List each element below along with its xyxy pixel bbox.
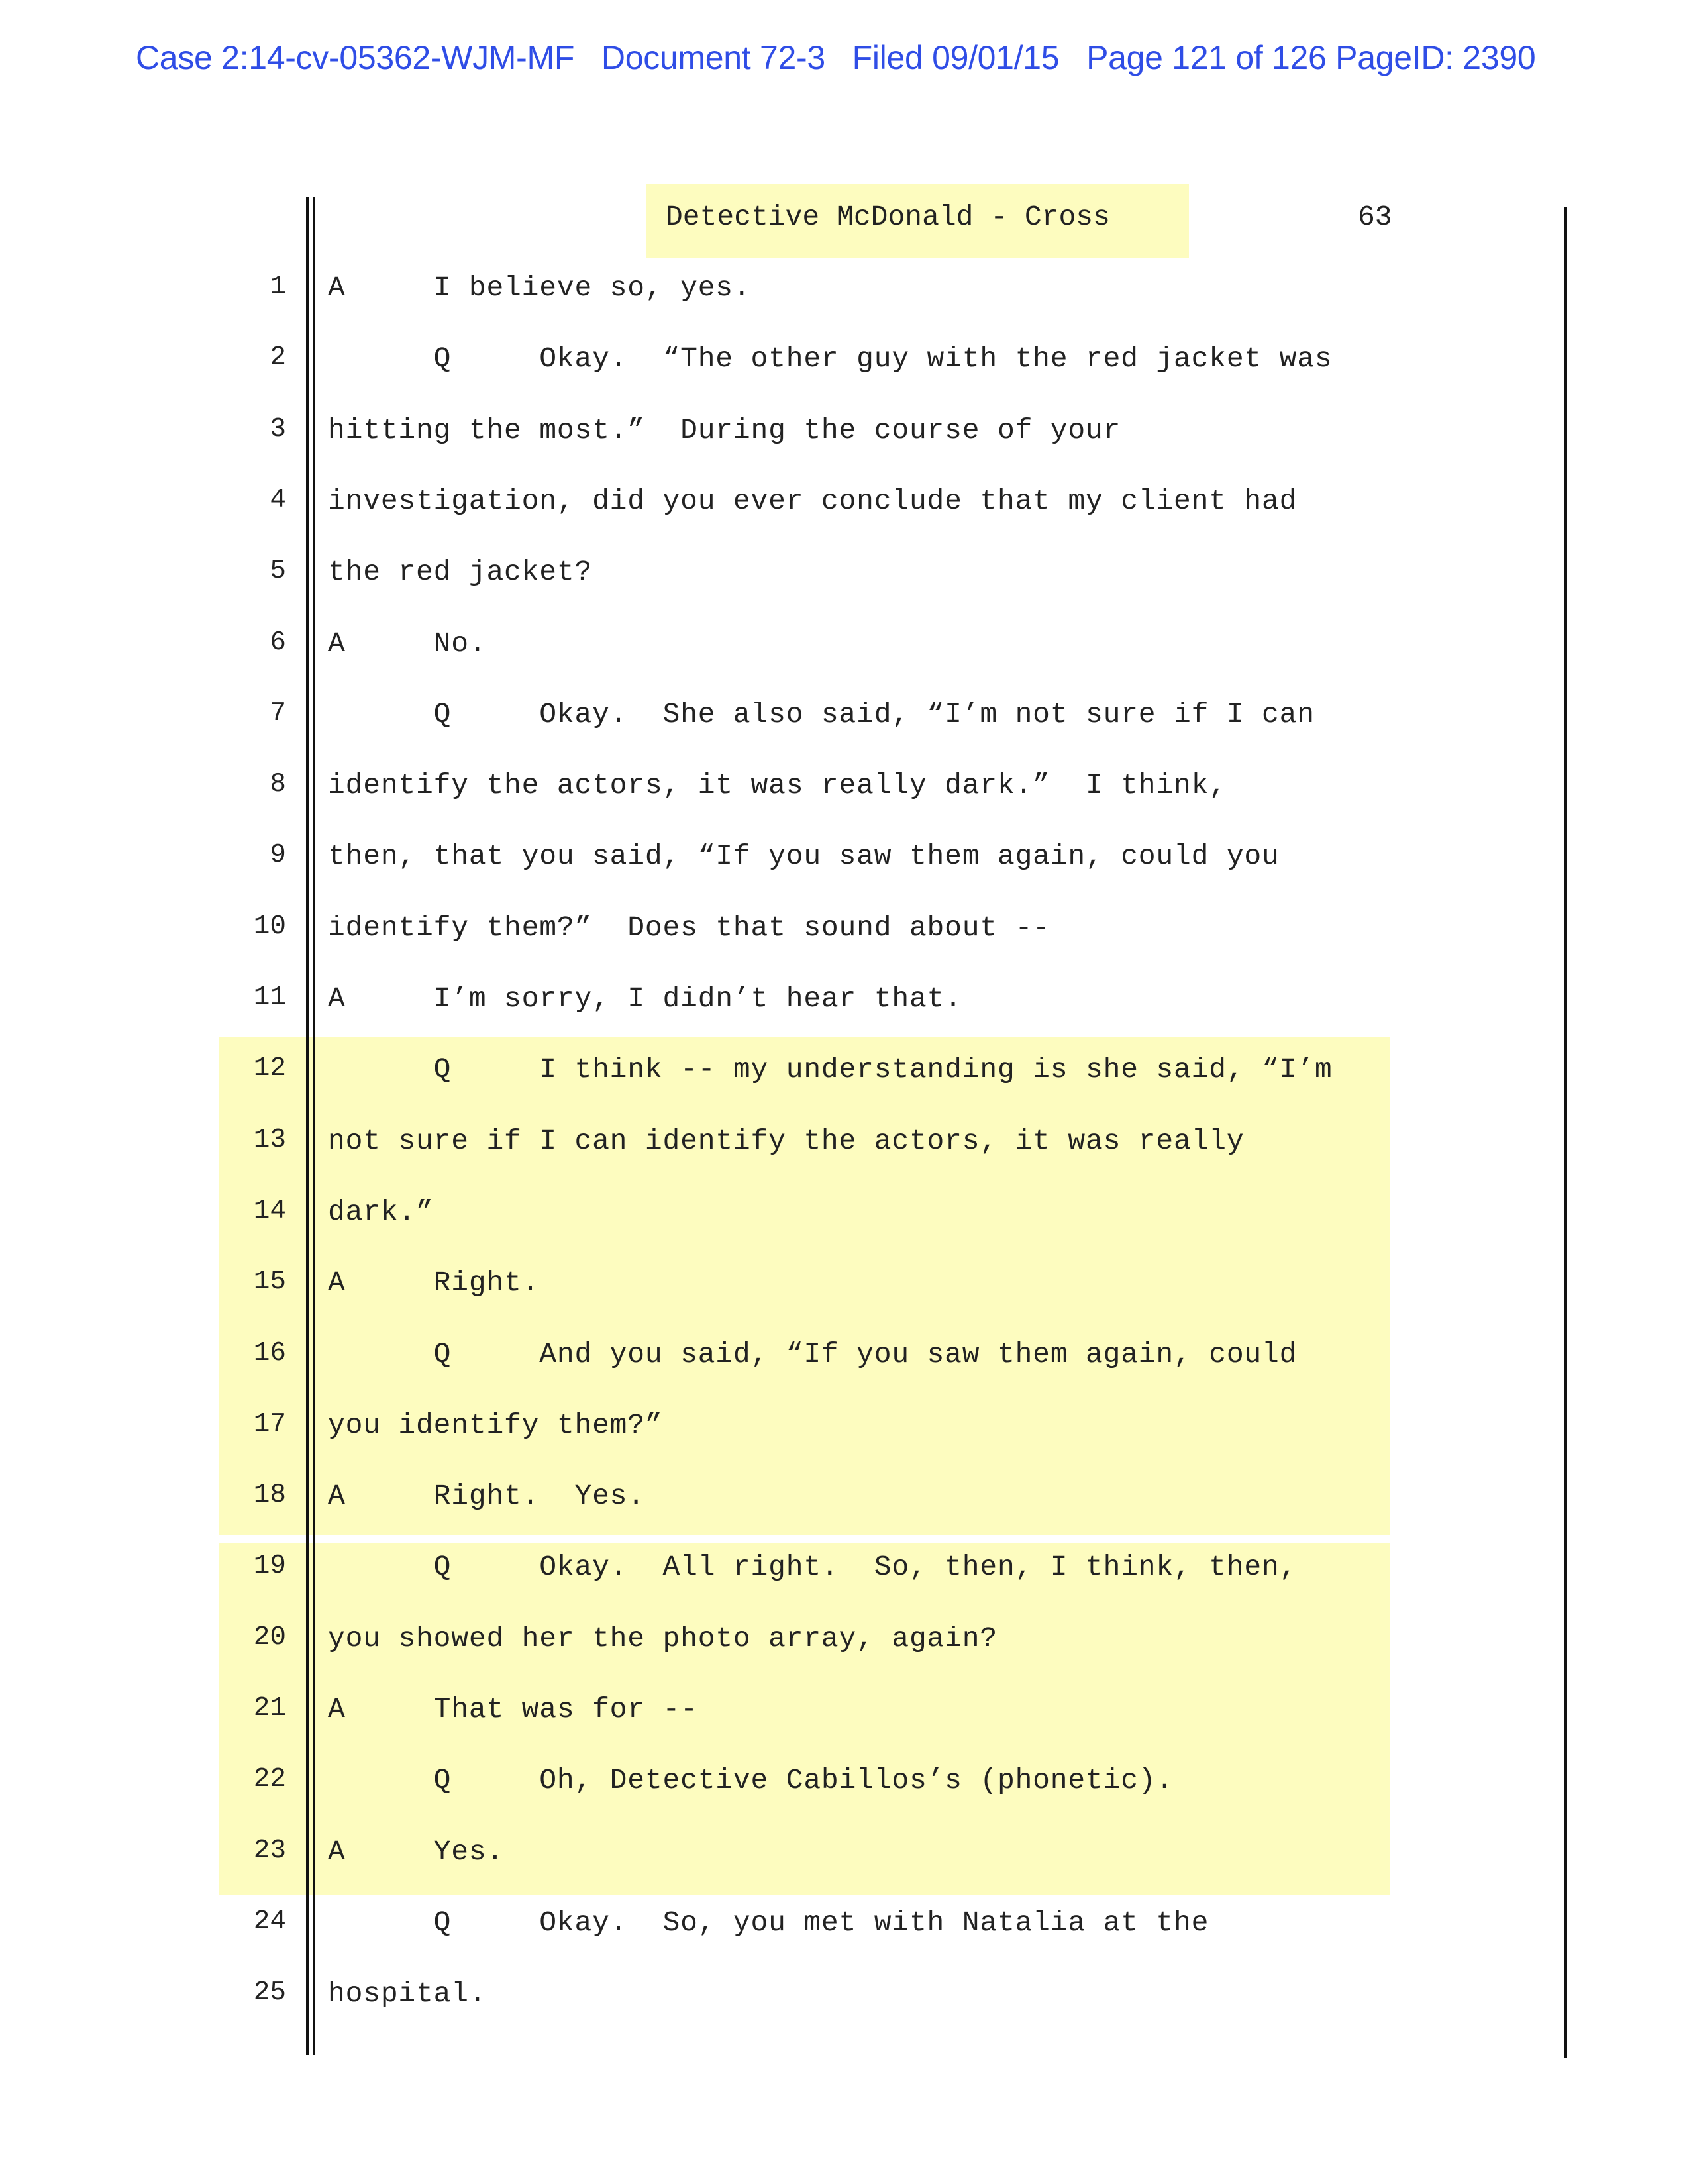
line-text: hospital. bbox=[328, 1977, 487, 2010]
line-text: then, that you said, “If you saw them again, could you bbox=[328, 840, 1280, 872]
line-number: 16 bbox=[253, 1338, 286, 1369]
line-text: dark.” bbox=[328, 1196, 434, 1228]
line-text: identify them?” Does that sound about -- bbox=[328, 911, 1050, 944]
line-text: the red jacket? bbox=[328, 556, 593, 588]
line-number: 5 bbox=[270, 556, 286, 586]
left-margin-rule bbox=[306, 197, 309, 2055]
line-text: you showed her the photo array, again? bbox=[328, 1622, 998, 1655]
line-text: you identify them?” bbox=[328, 1409, 663, 1441]
line-text: Q Okay. “The other guy with the red jacket was bbox=[328, 342, 1333, 375]
line-text: Q And you said, “If you saw them again, could bbox=[328, 1338, 1298, 1371]
line-number: 7 bbox=[270, 698, 286, 729]
line-number: 10 bbox=[253, 911, 286, 942]
transcript-title: Detective McDonald - Cross bbox=[666, 201, 1110, 233]
line-text: Q Okay. All right. So, then, I think, then, bbox=[328, 1551, 1298, 1583]
line-text: A That was for -- bbox=[328, 1693, 698, 1726]
line-text: A No. bbox=[328, 627, 487, 660]
line-text: A Yes. bbox=[328, 1836, 505, 1868]
transcript-page-number: 63 bbox=[1358, 201, 1392, 233]
left-margin-rule-inner bbox=[313, 197, 315, 2055]
line-text: Q I think -- my understanding is she said, “I’m bbox=[328, 1053, 1333, 1086]
line-text: investigation, did you ever conclude that my client had bbox=[328, 485, 1298, 517]
line-number: 13 bbox=[253, 1125, 286, 1155]
line-number: 8 bbox=[270, 769, 286, 800]
line-number: 11 bbox=[253, 982, 286, 1013]
right-margin-rule bbox=[1564, 207, 1567, 2058]
line-number: 17 bbox=[253, 1409, 286, 1439]
line-text: A Right. bbox=[328, 1267, 540, 1299]
line-number: 6 bbox=[270, 627, 286, 658]
line-number: 4 bbox=[270, 485, 286, 515]
line-number: 1 bbox=[270, 272, 286, 302]
line-number: 2 bbox=[270, 342, 286, 373]
line-number: 9 bbox=[270, 840, 286, 870]
line-number: 20 bbox=[253, 1622, 286, 1653]
line-text: A I believe so, yes. bbox=[328, 272, 751, 304]
line-number: 22 bbox=[253, 1764, 286, 1794]
line-number: 14 bbox=[253, 1196, 286, 1226]
line-number: 23 bbox=[253, 1836, 286, 1866]
line-number: 3 bbox=[270, 414, 286, 444]
line-text: hitting the most.” During the course of your bbox=[328, 414, 1121, 446]
line-text: Q Okay. She also said, “I’m not sure if I can bbox=[328, 698, 1315, 731]
line-number: 15 bbox=[253, 1267, 286, 1297]
line-number: 24 bbox=[253, 1906, 286, 1937]
line-number: 18 bbox=[253, 1480, 286, 1510]
court-filing-header: Case 2:14-cv-05362-WJM-MF Document 72-3 Filed 09/01/15 Page 121 of 126 PageID: 2390 bbox=[136, 39, 1536, 76]
line-number: 21 bbox=[253, 1693, 286, 1724]
line-text: identify the actors, it was really dark.” I think, bbox=[328, 769, 1227, 802]
line-text: Q Oh, Detective Cabillos’s (phonetic). bbox=[328, 1764, 1174, 1796]
line-text: A I’m sorry, I didn’t hear that. bbox=[328, 982, 962, 1015]
line-text: Q Okay. So, you met with Natalia at the bbox=[328, 1906, 1209, 1939]
line-number: 12 bbox=[253, 1053, 286, 1084]
line-text: A Right. Yes. bbox=[328, 1480, 645, 1512]
line-number: 25 bbox=[253, 1977, 286, 2008]
line-number: 19 bbox=[253, 1551, 286, 1581]
line-text: not sure if I can identify the actors, it was really bbox=[328, 1125, 1245, 1157]
